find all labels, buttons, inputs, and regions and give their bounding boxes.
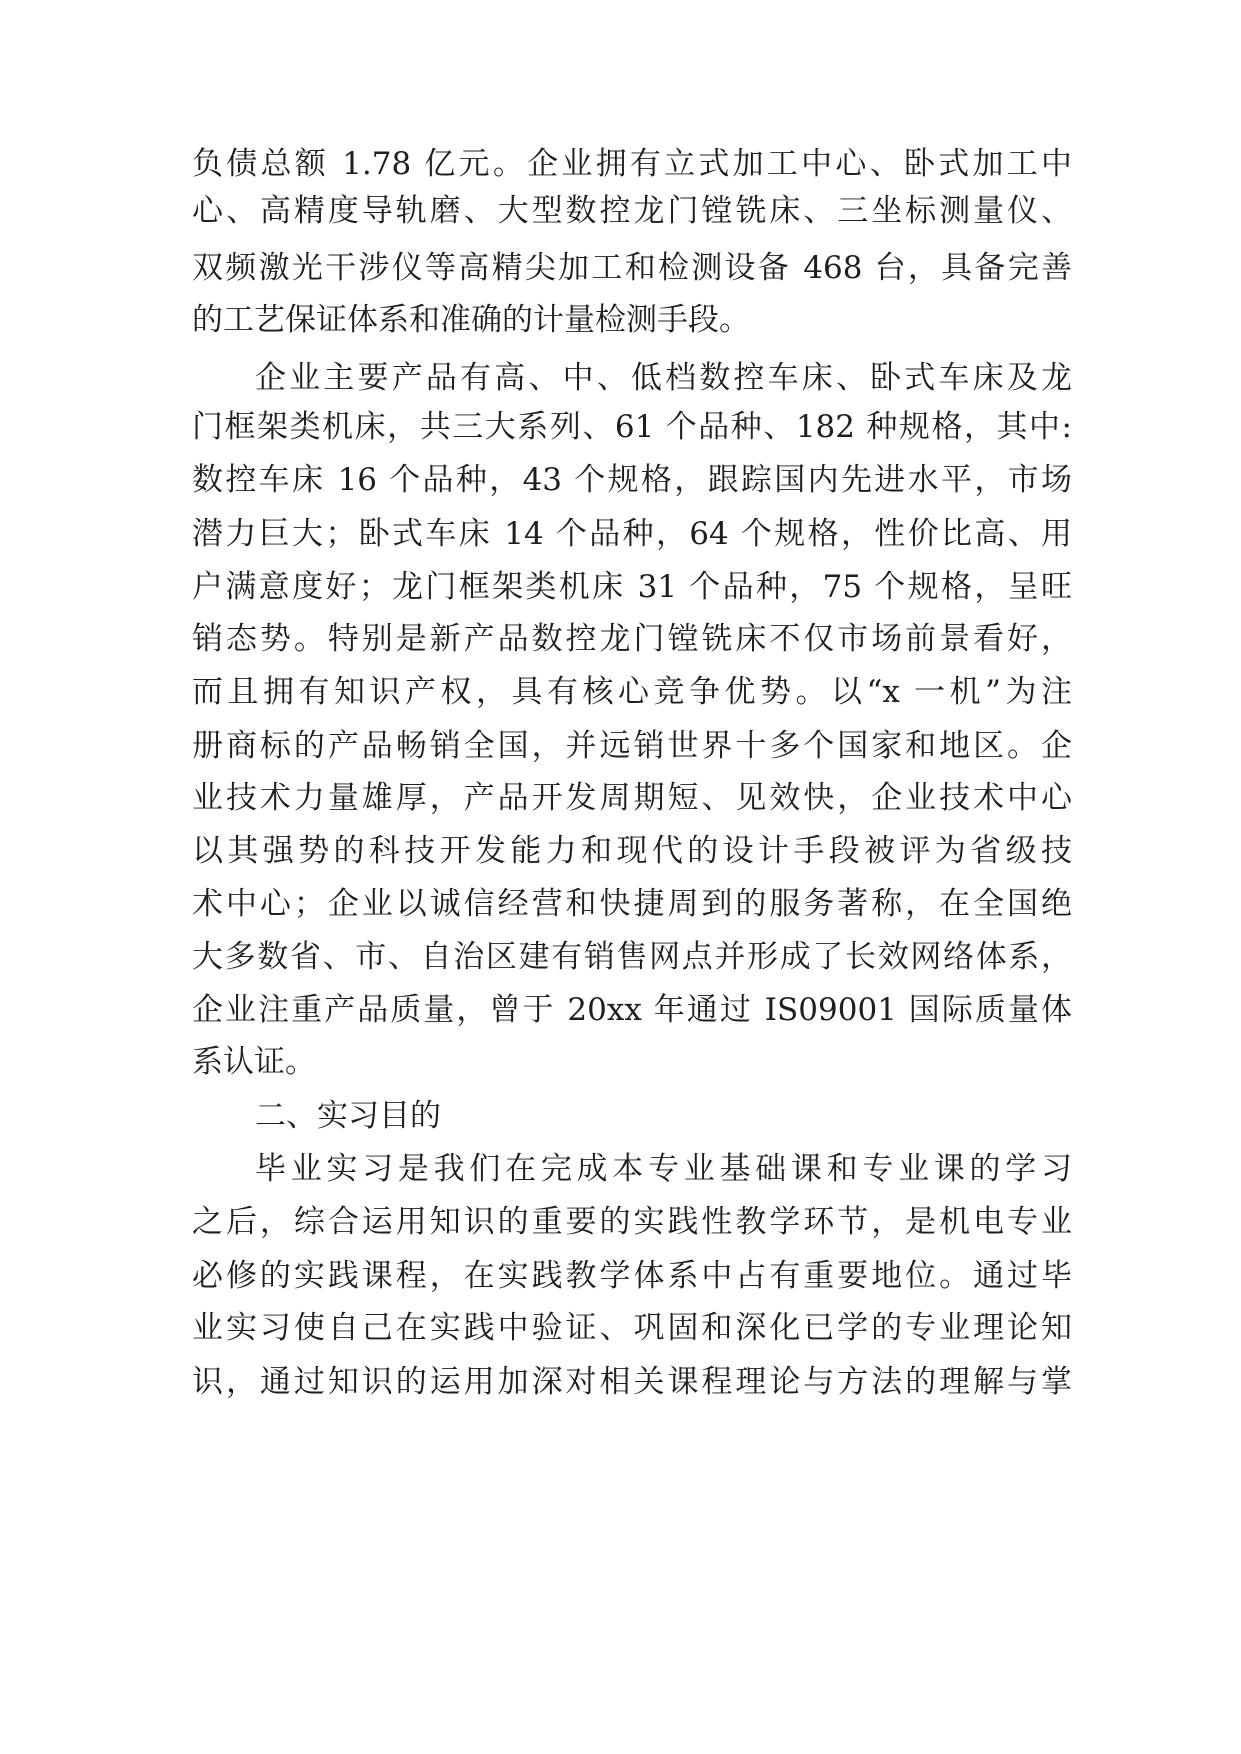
text-line: 心、高精度导轨磨、大型数控龙门镗铣床、三坐标测量仪、 <box>192 193 1072 229</box>
section-heading: 二、实习目的 <box>255 1098 441 1134</box>
text-line: 销态势。特别是新产品数控龙门镗铣床不仅市场前景看好， <box>192 621 1072 657</box>
text-line: 术中心；企业以诚信经营和快捷周到的服务著称，在全国绝 <box>192 886 1072 922</box>
text-line: 大多数省、市、自治区建有销售网点并形成了长效网络体系， <box>192 939 1072 975</box>
text-line: 以其强势的科技开发能力和现代的设计手段被评为省级技 <box>192 833 1072 869</box>
text-line: 册商标的产品畅销全国，并远销世界十多个国家和地区。企 <box>192 728 1072 764</box>
text-line: 门框架类机床，共三大系列、61 个品种、182 种规格，其中: <box>192 409 1072 445</box>
text-line: 双频激光干涉仪等高精尖加工和检测设备 468 台，具备完善 <box>192 250 1072 286</box>
text-line: 企业注重产品质量，曾于 20xx 年通过 IS09001 国际质量体 <box>192 992 1072 1028</box>
text-line: 而且拥有知识产权，具有核心竞争优势。以“x 一机”为注 <box>192 674 1072 710</box>
text-line: 数控车床 16 个品种，43 个规格，跟踪国内先进水平，市场 <box>192 462 1072 498</box>
text-line: 户满意度好；龙门框架类机床 31 个品种，75 个规格，呈旺 <box>192 569 1072 605</box>
text-line: 负债总额 1.78 亿元。企业拥有立式加工中心、卧式加工中 <box>192 146 1072 182</box>
text-line: 之后，综合运用知识的重要的实践性教学环节，是机电专业 <box>192 1204 1072 1240</box>
text-line: 毕业实习是我们在完成本专业基础课和专业课的学习 <box>255 1151 1072 1187</box>
text-line: 业技术力量雄厚，产品开发周期短、见效快，企业技术中心 <box>192 780 1072 816</box>
text-line: 企业主要产品有高、中、低档数控车床、卧式车床及龙 <box>255 360 1072 396</box>
text-line: 潜力巨大；卧式车床 14 个品种，64 个规格，性价比高、用 <box>192 516 1072 552</box>
text-line: 业实习使自己在实践中验证、巩固和深化已学的专业理论知 <box>192 1310 1072 1346</box>
text-line: 识，通过知识的运用加深对相关课程理论与方法的理解与掌 <box>192 1364 1072 1400</box>
text-line: 必修的实践课程，在实践教学体系中占有重要地位。通过毕 <box>192 1258 1072 1294</box>
text-line: 的工艺保证体系和准确的计量检测手段。 <box>192 302 750 338</box>
text-line: 系认证。 <box>192 1044 316 1080</box>
